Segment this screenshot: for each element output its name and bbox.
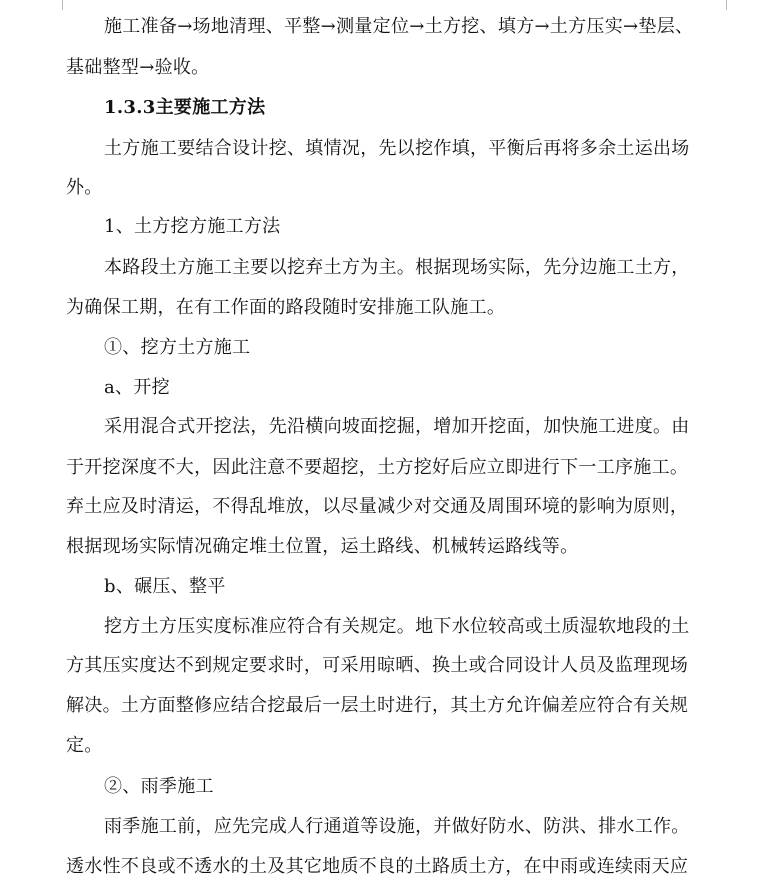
subsection-heading: 1、土方挖方施工方法 [104,216,281,237]
paragraph-line: 采用混合式开挖法，先沿横向坡面挖掘，增加开挖面，加快施工进度。由 [104,416,690,437]
section-heading: 1.3.3主要施工方法 [104,97,266,118]
paragraph-line: 为确保工期，在有工作面的路段随时安排施工队施工。 [66,297,506,318]
item-heading: ②、雨季施工 [104,776,214,797]
paragraph-line: 雨季施工前，应先完成人行通道等设施，并做好防水、防洪、排水工作。 [104,816,690,837]
paragraph-line: 本路段土方施工主要以挖弃土方为主。根据现场实际，先分边施工土方， [104,257,690,278]
paragraph-line: 土方施工要结合设计挖、填情况，先以挖作填，平衡后再将多余土运出场 [104,138,690,159]
item-heading: b、碾压、整平 [104,576,226,597]
item-heading: a、开挖 [104,377,170,398]
paragraph-line: 基础整型→验收。 [66,57,210,78]
page-corner-mark-right [726,0,737,10]
paragraph-line: 挖方土方压实度标准应符合有关规定。地下水位较高或土质湿软地段的土 [104,616,690,637]
paragraph-line: 透水性不良或不透水的土及其它地质不良的土路质土方，在中雨或连续雨天应 [66,856,689,877]
paragraph-line: 解决。土方面整修应结合挖最后一层土时进行，其土方允许偏差应符合有关规 [66,695,689,716]
paragraph-line: 施工准备→场地清理、平整→测量定位→土方挖、填方→土方压实→垫层、 [104,16,694,37]
paragraph-line: 方其压实度达不到规定要求时，可采用晾晒、换土或合同设计人员及监理现场 [66,655,689,676]
paragraph-line: 定。 [66,735,103,756]
paragraph-line: 根据现场实际情况确定堆土位置，运土路线、机械转运路线等。 [66,536,579,557]
page-corner-mark-left [52,0,63,10]
item-heading: ①、挖方土方施工 [104,337,251,358]
paragraph-line: 于开挖深度不大，因此注意不要超挖，土方挖好后应立即进行下一工序施工。 [66,457,689,478]
paragraph-line: 弃土应及时清运，不得乱堆放，以尽量减少对交通及周围环境的影响为原则， [66,496,689,517]
paragraph-line: 外。 [66,177,103,198]
